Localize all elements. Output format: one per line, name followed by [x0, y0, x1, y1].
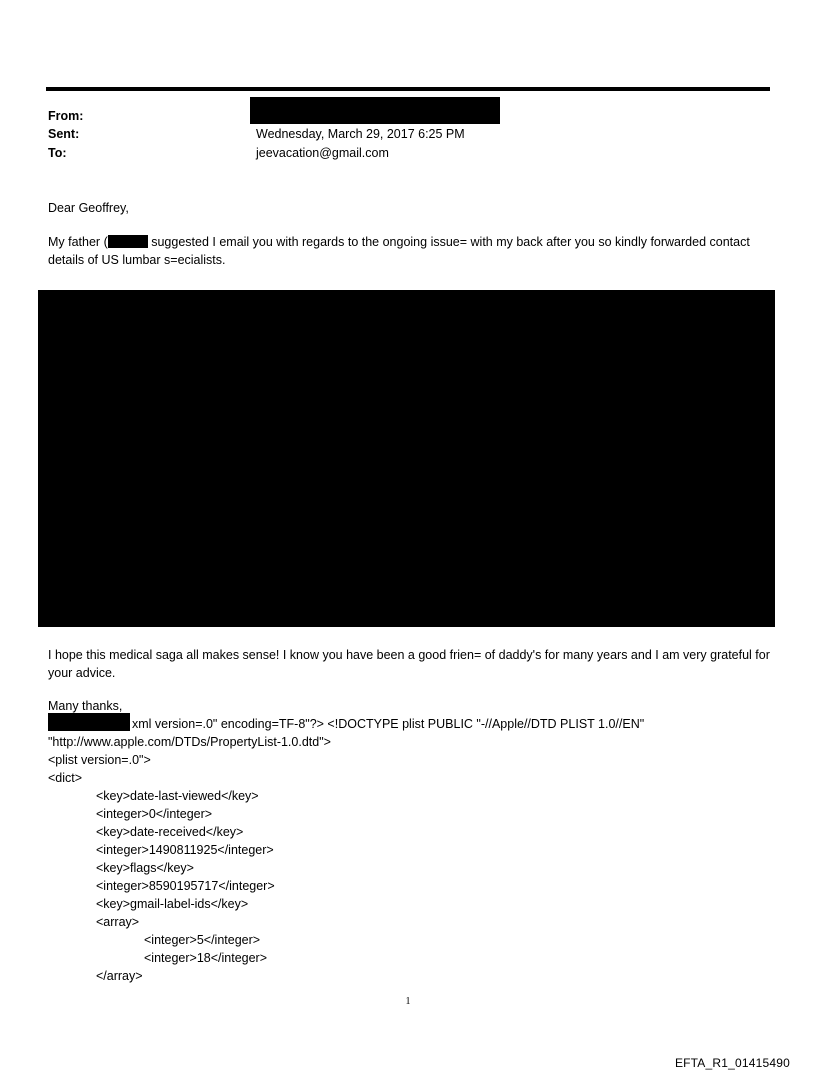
- xml-line: <integer>18</integer>: [144, 951, 268, 965]
- sent-value: Wednesday, March 29, 2017 6:25 PM: [256, 127, 465, 141]
- xml-line: <integer>1490811925</integer>: [96, 843, 274, 857]
- xml-line: <array>: [96, 915, 140, 929]
- xml-line: </array>: [96, 969, 143, 983]
- xml-line: <integer>5</integer>: [144, 933, 261, 947]
- paragraph-2: I hope this medical saga all makes sense! I know you have been a good frien= of daddy's for many years and I am very grateful for your advice.: [48, 648, 774, 680]
- xml-line: <integer>0</integer>: [96, 807, 213, 821]
- from-redaction: [250, 97, 500, 124]
- from-label: From:: [48, 109, 84, 123]
- xml-line: <integer>8590195717</integer>: [96, 879, 275, 893]
- xml-line: <dict>: [48, 771, 83, 785]
- page-number: 1: [405, 996, 411, 1007]
- signature-redaction: [48, 713, 130, 731]
- closing: Many thanks,: [48, 699, 123, 713]
- paragraph-1: [48, 234, 770, 269]
- paragraph-1-end: suggested I email you with regards to the ongoing issue= with my back after you so kindly forwarded contact details of US lumbar s=ecialists.: [48, 235, 754, 267]
- xml-line: <key>flags</key>: [96, 861, 194, 875]
- sent-label: Sent:: [48, 127, 80, 141]
- greeting: Dear Geoffrey,: [48, 201, 129, 215]
- father-name-redaction: [108, 235, 148, 248]
- xml-line: <plist version=.0">: [48, 753, 151, 767]
- bates-number: EFTA_R1_01415490: [674, 1056, 790, 1070]
- header-rule: [46, 87, 770, 91]
- xml-line: <key>date-received</key>: [96, 825, 244, 839]
- xml-line: xml version=.0" encoding=TF-8"?> <!DOCTYPE plist PUBLIC "-//Apple//DTD PLIST 1.0//EN": [132, 717, 645, 731]
- body-redaction: [38, 290, 775, 627]
- to-value: jeevacation@gmail.com: [256, 146, 389, 160]
- xml-line: "http://www.apple.com/DTDs/PropertyList-1.0.dtd">: [48, 735, 331, 749]
- paragraph-1-start: My father (: [48, 235, 108, 249]
- to-label: To:: [48, 146, 67, 160]
- xml-line: <key>gmail-label-ids</key>: [96, 897, 249, 911]
- xml-line: <key>date-last-viewed</key>: [96, 789, 259, 803]
